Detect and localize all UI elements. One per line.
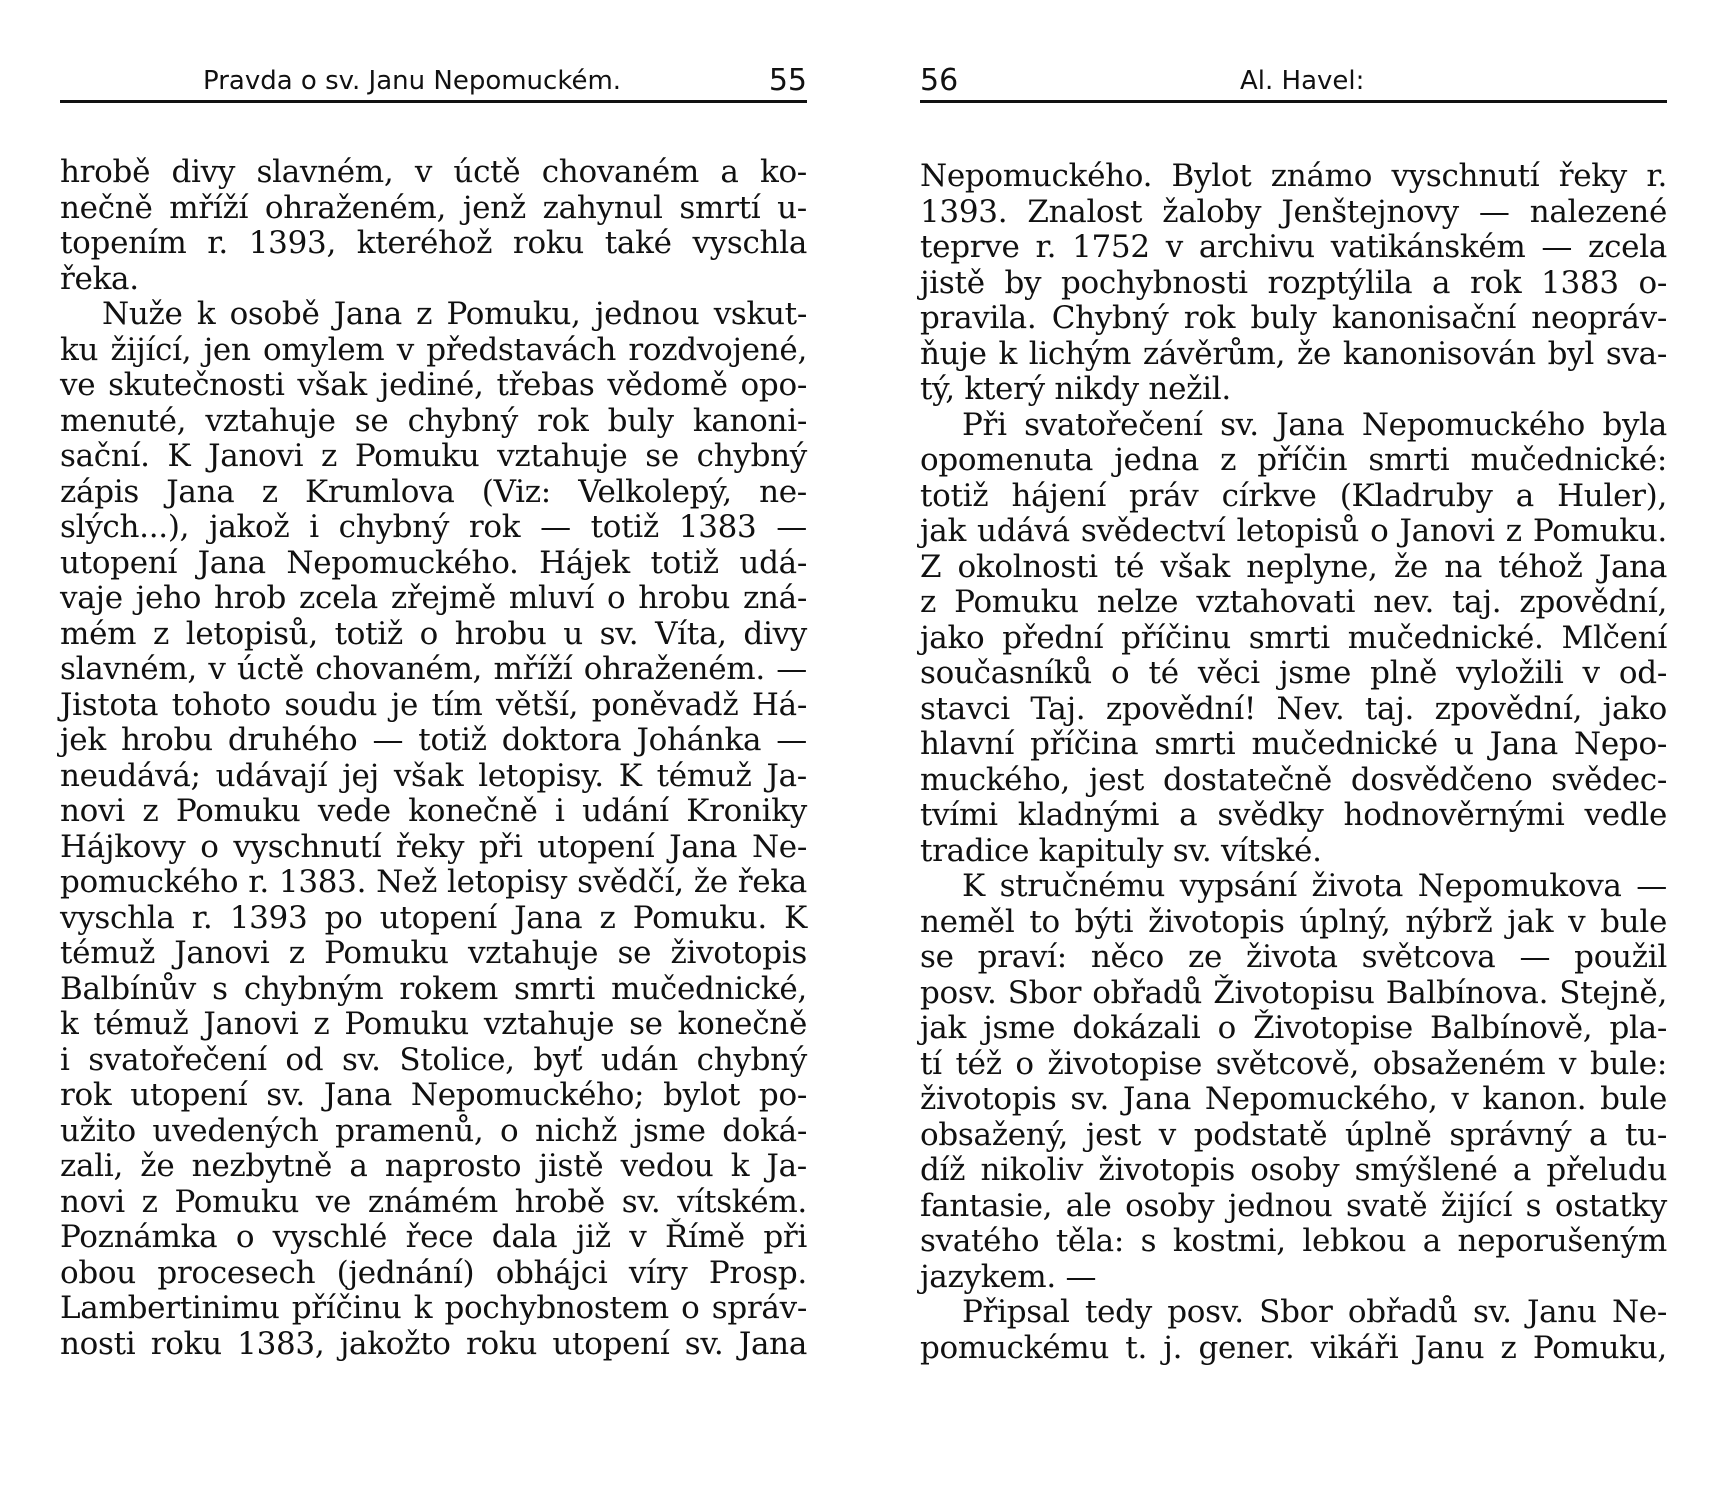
text-line: jako přední příčinu smrti mučednické. Mlčení bbox=[920, 619, 1667, 656]
text-line: ve skutečnosti však jediné, třebas vědomě opo- bbox=[60, 367, 807, 403]
right-page-text bbox=[920, 159, 1667, 1366]
running-title: Pravda o sv. Janu Nepomuckém. bbox=[203, 66, 622, 96]
text-line: sační. K Janovi z Pomuku vztahuje se chybný bbox=[60, 438, 807, 474]
text-line: Nepomuckého. Bylot známo vyschnutí řeky r. bbox=[920, 158, 1667, 194]
text-line: pravila. Chybný rok buly kanonisační neopráv- bbox=[920, 300, 1667, 336]
text-line: z Pomuku nelze vztahovati nev. taj. zpovědní, bbox=[920, 584, 1667, 620]
text-line: jak udává svědectví letopisů o Janovi z Pomuku. bbox=[920, 513, 1667, 549]
left-page-header bbox=[60, 58, 807, 103]
text-line: obsažený, jest v podstatě úplně správný a tu- bbox=[920, 1116, 1667, 1153]
text-line: tí též o životopise světcově, obsaženém v bule: bbox=[920, 1045, 1667, 1082]
text-line: Jistota tohoto soudu je tím větší, poněvadž Há- bbox=[60, 686, 807, 723]
text-line: jazykem. — bbox=[920, 1258, 1097, 1295]
text-line: Nuže k osobě Jana z Pomuku, jednou vskut- bbox=[102, 296, 807, 332]
text-line: Připsal tedy posv. Sbor obřadů sv. Janu Ne- bbox=[962, 1294, 1667, 1330]
text-line: ku žijící, jen omylem v představách rozdvojené, bbox=[60, 331, 807, 368]
text-line: fantasie, ale osoby jednou svatě žijící s ostatky bbox=[920, 1187, 1667, 1224]
right-page bbox=[920, 58, 1667, 1366]
text-line: opomenuta jedna z příčin smrti mučednické: bbox=[920, 442, 1667, 478]
running-title: Al. Havel: bbox=[1240, 66, 1365, 96]
text-line: nečně mříží ohraženém, jenž zahynul smrtí u- bbox=[60, 189, 807, 226]
text-line: Hájkovy o vyschnutí řeky při utopení Jana Ne- bbox=[60, 828, 807, 865]
text-line: muckého, jest dostatečně dosvědčeno svědec- bbox=[920, 761, 1667, 798]
text-line: hlavní příčina smrti mučednické u Jana Nepo- bbox=[920, 726, 1667, 762]
text-line: životopis sv. Jana Nepomuckého, v kanon. bule bbox=[920, 1081, 1667, 1117]
text-line: jek hrobu druhého — totiž doktora Johánka — bbox=[60, 722, 807, 758]
text-line: zápis Jana z Krumlova (Viz: Velkolepý, ne- bbox=[60, 473, 807, 510]
text-line: teprve r. 1752 v archivu vatikánském — zcela bbox=[920, 229, 1667, 265]
text-line: stavci Taj. zpovědní! Nev. taj. zpovědní, jako bbox=[920, 690, 1667, 727]
text-line: svatého těla: s kostmi, lebkou a neporušeným bbox=[920, 1223, 1667, 1259]
text-line: vaje jeho hrob zcela zřejmě mluví o hrobu zná- bbox=[60, 580, 807, 616]
text-line: pomuckého r. 1383. Než letopisy svědčí, že řeka bbox=[60, 864, 807, 900]
text-line: tradice kapituly sv. vítské. bbox=[920, 832, 1322, 869]
page-number: 56 bbox=[920, 63, 959, 98]
text-line: neudává; udávají jej však letopisy. K témuž Ja- bbox=[60, 757, 807, 794]
text-line: témuž Janovi z Pomuku vztahuje se životopis bbox=[60, 935, 807, 971]
text-line: nosti roku 1383, jakožto roku utopení sv. Jana bbox=[60, 1325, 807, 1362]
text-line: vyschla r. 1393 po utopení Jana z Pomuku. K bbox=[60, 899, 807, 936]
text-line: 1393. Znalost žaloby Jenštejnovy — nalezené bbox=[920, 193, 1667, 230]
text-line: tvími kladnými a svědky hodnověrnými vedle bbox=[920, 797, 1667, 833]
left-page-text bbox=[60, 155, 807, 1362]
text-line: Lambertinimu příčinu k pochybnostem o správ- bbox=[60, 1290, 807, 1326]
page-number: 55 bbox=[768, 63, 807, 98]
left-page bbox=[60, 58, 807, 1362]
text-line: tý, který nikdy nežil. bbox=[920, 371, 1231, 407]
text-line: slých...), jakož i chybný rok — totiž 1383 — bbox=[60, 509, 807, 545]
text-line: jak jsme dokázali o Životopise Balbínově, pla- bbox=[920, 1010, 1667, 1046]
text-line: slavném, v úctě chovaném, mříží ohraženém. — bbox=[60, 651, 807, 687]
text-line: díž nikoliv životopis osoby smýšlené a přeludu bbox=[920, 1152, 1667, 1188]
text-line: současníků o té věci jsme plně vyložili v od- bbox=[920, 655, 1667, 691]
text-line: K stručnému vypsání života Nepomukova — bbox=[962, 868, 1667, 904]
text-line: hrobě divy slavném, v úctě chovaném a ko- bbox=[60, 154, 807, 190]
text-line: ňuje k lichým závěrům, že kanonisován byl sva- bbox=[920, 335, 1667, 372]
text-line: jistě by pochybnosti rozptýlila a rok 1383 o- bbox=[920, 264, 1667, 301]
text-line: zali, že nezbytně a naprosto jistě vedou k Ja- bbox=[60, 1148, 807, 1184]
text-line: topením r. 1393, kteréhož roku také vyschla bbox=[60, 225, 807, 261]
text-line: obou procesech (jednání) obhájci víry Prosp. bbox=[60, 1254, 807, 1291]
text-line: mém z letopisů, totiž o hrobu u sv. Víta, divy bbox=[60, 615, 807, 652]
text-line: Poznámka o vyschlé řece dala již v Římě při bbox=[60, 1219, 807, 1255]
text-line: neměl to býti životopis úplný, nýbrž jak v bule bbox=[920, 903, 1667, 940]
text-line: řeka. bbox=[60, 260, 139, 297]
text-line: k témuž Janovi z Pomuku vztahuje se konečně bbox=[60, 1006, 807, 1042]
text-line: novi z Pomuku ve známém hrobě sv. vítském. bbox=[60, 1183, 807, 1220]
text-line: Balbínův s chybným rokem smrti mučednické, bbox=[60, 970, 807, 1007]
text-line: novi z Pomuku vede konečně i udání Kroniky bbox=[60, 793, 807, 829]
text-line: i svatořečení od sv. Stolice, byť udán chybný bbox=[60, 1041, 807, 1078]
text-line: se praví: něco ze života světcova — použil bbox=[920, 939, 1667, 975]
text-line: rok utopení sv. Jana Nepomuckého; bylot po- bbox=[60, 1077, 807, 1113]
text-line: pomuckému t. j. gener. vikáři Janu z Pomuku, bbox=[920, 1329, 1667, 1366]
text-line: posv. Sbor obřadů Životopisu Balbínova. Stejně, bbox=[920, 974, 1667, 1011]
text-line: užito uvedených pramenů, o nichž jsme doká- bbox=[60, 1112, 807, 1149]
text-line: totiž hájení práv církve (Kladruby a Huler), bbox=[920, 477, 1667, 514]
text-line: Z okolnosti té však neplyne, že na téhož Jana bbox=[920, 548, 1667, 585]
text-line: utopení Jana Nepomuckého. Hájek totiž udá- bbox=[60, 544, 807, 581]
right-page-header bbox=[920, 58, 1667, 103]
text-line: menuté, vztahuje se chybný rok buly kanoni- bbox=[60, 402, 807, 439]
text-line: Při svatořečení sv. Jana Nepomuckého byla bbox=[962, 406, 1667, 443]
